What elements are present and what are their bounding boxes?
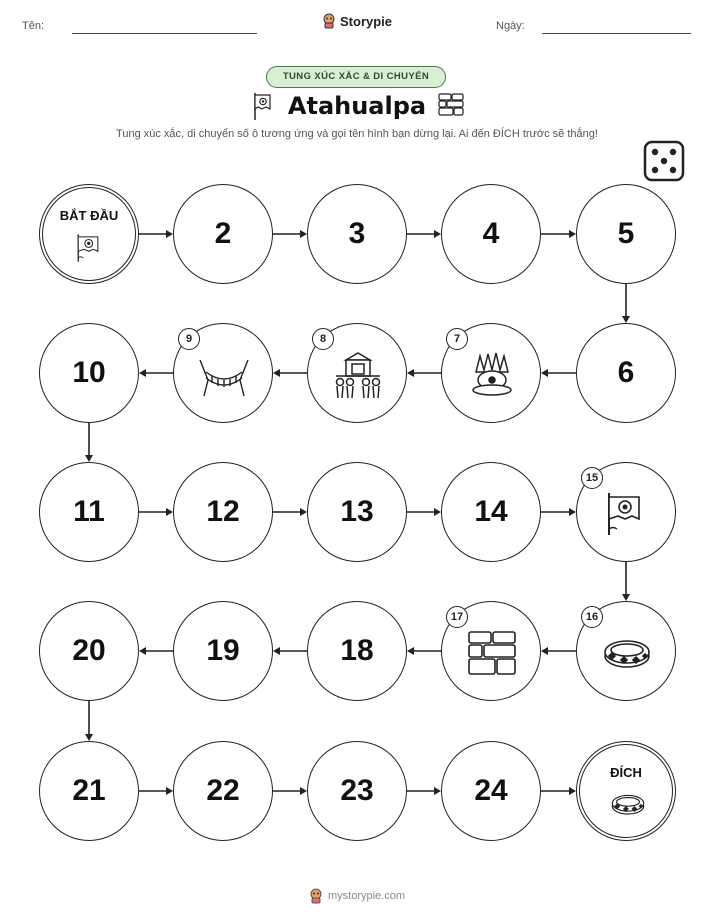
arrowhead-icon bbox=[300, 508, 307, 516]
space-number: 5 bbox=[617, 217, 635, 250]
space-number: 14 bbox=[474, 495, 508, 528]
board-space-8 bbox=[307, 323, 407, 423]
arrowhead-icon bbox=[139, 647, 146, 655]
board-space-15 bbox=[576, 462, 676, 562]
board-space-14 bbox=[441, 462, 541, 562]
game-type-badge: TUNG XÚC XẮC & DI CHUYỂN bbox=[266, 66, 446, 88]
board-space-22 bbox=[173, 741, 273, 841]
space-number: 16 bbox=[581, 606, 603, 628]
arrowhead-icon bbox=[85, 455, 93, 462]
space-label: BẮT ĐẦU bbox=[59, 208, 119, 223]
board-space-11 bbox=[39, 462, 139, 562]
space-number: 3 bbox=[348, 217, 366, 250]
space-number: 2 bbox=[214, 217, 232, 250]
flag-icon bbox=[73, 228, 107, 268]
space-number: 18 bbox=[340, 634, 374, 667]
arrowhead-icon bbox=[569, 230, 576, 238]
board-space-24 bbox=[441, 741, 541, 841]
board-space-16 bbox=[576, 601, 676, 701]
stone-wall-icon bbox=[466, 628, 518, 678]
arrowhead-icon bbox=[569, 787, 576, 795]
arrowhead-icon bbox=[434, 230, 441, 238]
space-number: 8 bbox=[312, 328, 334, 350]
space-number: 12 bbox=[206, 495, 240, 528]
board-space-4 bbox=[441, 184, 541, 284]
arrowhead-icon bbox=[541, 647, 548, 655]
board-space-20 bbox=[39, 601, 139, 701]
arrowhead-icon bbox=[166, 230, 173, 238]
arrowhead-icon bbox=[434, 787, 441, 795]
space-number: 11 bbox=[73, 495, 105, 528]
space-number: 15 bbox=[581, 467, 603, 489]
board-space-12 bbox=[173, 462, 273, 562]
footer-url: mystorypie.com bbox=[327, 890, 406, 902]
rope-bridge-icon bbox=[198, 350, 250, 400]
instructions: Tung xúc xắc, di chuyển số ô tương ứng và gọi tên hình bạn dừng lại. Ai đến ĐÍCH trước sẽ thắng! bbox=[116, 128, 598, 140]
arrowhead-icon bbox=[569, 508, 576, 516]
board-space-18 bbox=[307, 601, 407, 701]
board-space-19 bbox=[173, 601, 273, 701]
board-space-5 bbox=[576, 184, 676, 284]
arrowhead-icon bbox=[85, 734, 93, 741]
space-number: 9 bbox=[178, 328, 200, 350]
board-space-6 bbox=[576, 323, 676, 423]
arrowhead-icon bbox=[622, 594, 630, 601]
space-number: 17 bbox=[446, 606, 468, 628]
board-space-17 bbox=[441, 601, 541, 701]
board-space-7 bbox=[441, 323, 541, 423]
page-title: Atahualpa bbox=[287, 92, 427, 120]
finish-space bbox=[576, 741, 676, 841]
arrowhead-icon bbox=[407, 647, 414, 655]
arrowhead-icon bbox=[407, 369, 414, 377]
arrowhead-icon bbox=[622, 316, 630, 323]
space-number: 23 bbox=[340, 774, 374, 807]
board-space-2 bbox=[173, 184, 273, 284]
space-number: 4 bbox=[482, 217, 500, 250]
board-space-13 bbox=[307, 462, 407, 562]
bracelet-icon bbox=[601, 628, 653, 678]
board-space-21 bbox=[39, 741, 139, 841]
space-number: 6 bbox=[617, 356, 635, 389]
arrowhead-icon bbox=[273, 647, 280, 655]
arrowhead-icon bbox=[166, 508, 173, 516]
footer bbox=[0, 888, 714, 904]
space-label: ĐÍCH bbox=[610, 765, 642, 780]
board-space-10 bbox=[39, 323, 139, 423]
name-label: Tên: bbox=[22, 20, 45, 32]
board-space-23 bbox=[307, 741, 407, 841]
arrowhead-icon bbox=[166, 787, 173, 795]
litter-icon bbox=[332, 350, 384, 400]
space-number: 10 bbox=[72, 356, 106, 389]
space-number: 21 bbox=[72, 774, 106, 807]
flag-icon bbox=[601, 489, 653, 539]
arrowhead-icon bbox=[434, 508, 441, 516]
brand-name: Storypie bbox=[340, 13, 393, 29]
arrowhead-icon bbox=[300, 787, 307, 795]
arrowhead-icon bbox=[139, 369, 146, 377]
space-number: 24 bbox=[474, 774, 508, 807]
arrowhead-icon bbox=[273, 369, 280, 377]
space-number: 19 bbox=[206, 634, 240, 667]
board-space-9 bbox=[173, 323, 273, 423]
space-number: 7 bbox=[446, 328, 468, 350]
storypie-mascot-icon bbox=[309, 888, 323, 904]
crown-icon bbox=[466, 350, 518, 400]
space-number: 22 bbox=[206, 774, 240, 807]
space-number: 20 bbox=[72, 634, 106, 667]
arrowhead-icon bbox=[300, 230, 307, 238]
date-label: Ngày: bbox=[496, 20, 525, 32]
board-space-3 bbox=[307, 184, 407, 284]
bracelet-icon bbox=[606, 789, 650, 819]
space-number: 13 bbox=[340, 495, 374, 528]
arrowhead-icon bbox=[541, 369, 548, 377]
start-space bbox=[39, 184, 139, 284]
